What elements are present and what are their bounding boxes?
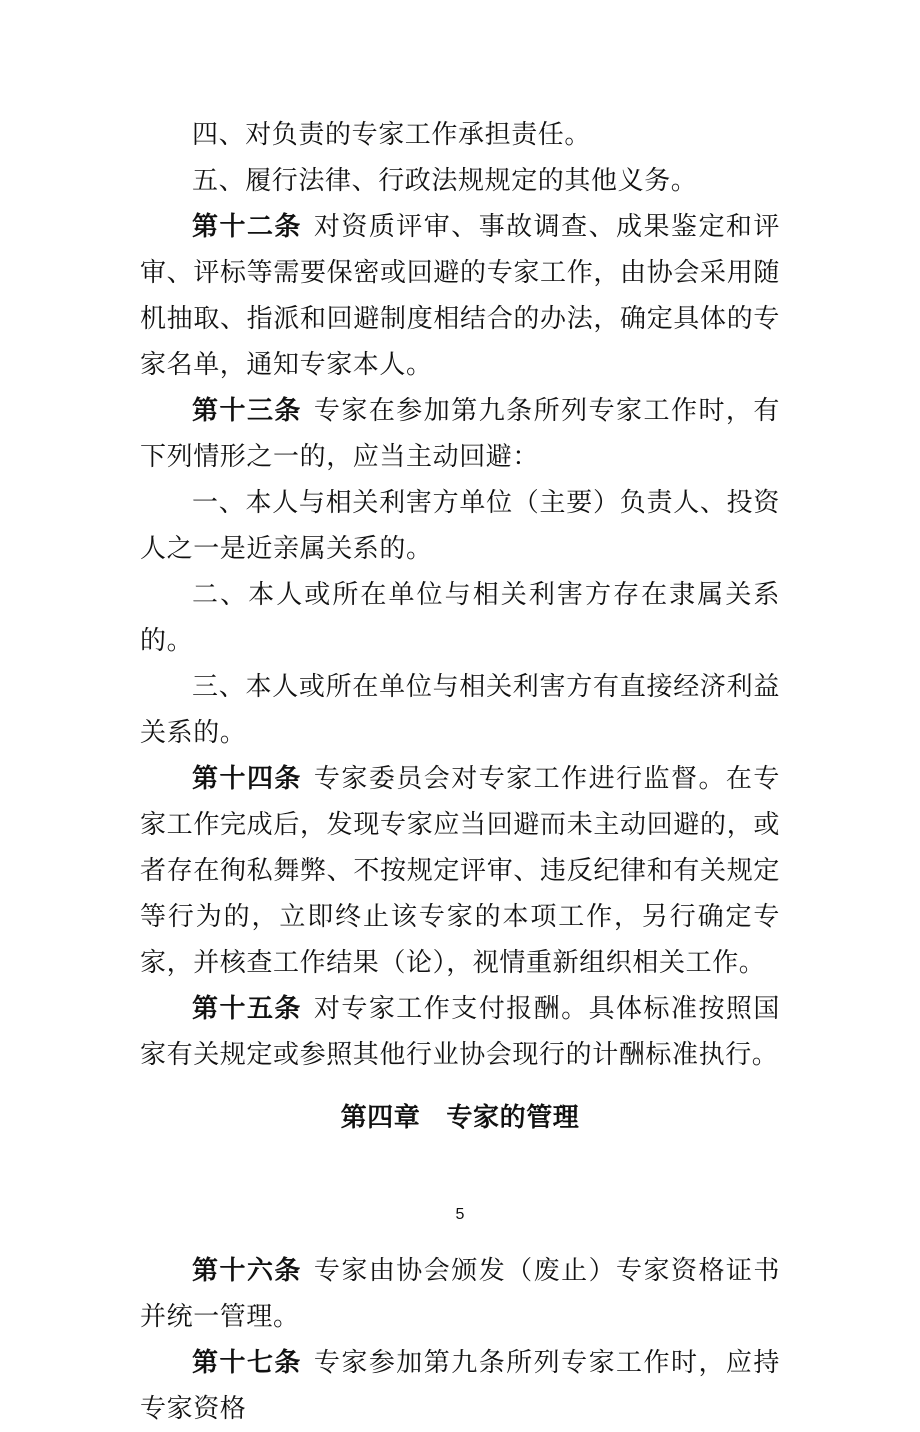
article-fourteen xyxy=(140,756,780,986)
article-text: 对资质评审、事故调查、成果鉴定和评审、评标等需要保密或回避的专家工作，由协会采用随机抽取、指派和回避制度相结合的办法，确定具体的专家名单，通知专家本人。 xyxy=(140,212,781,380)
paragraph-text: 五、履行法律、行政法规规定的其他义务。 xyxy=(192,166,698,196)
recusal-item-three xyxy=(140,664,780,756)
article-text: 专家参加第九条所列专家工作时，应持专家资格 xyxy=(140,1348,781,1424)
chapter-title: 专家的管理 xyxy=(446,1103,580,1133)
paragraph-text: 四、对负责的专家工作承担责任。 xyxy=(192,120,592,150)
recusal-item-two xyxy=(140,572,780,664)
article-number: 第十五条 xyxy=(192,994,302,1024)
page-number: 5 xyxy=(455,1206,465,1223)
article-number: 第十六条 xyxy=(192,1256,302,1286)
article-number: 第十四条 xyxy=(192,764,302,794)
article-fifteen xyxy=(140,986,780,1078)
article-thirteen xyxy=(140,388,780,480)
recusal-item-one xyxy=(140,480,780,572)
duty-item-five xyxy=(140,158,780,204)
article-text: 专家委员会对专家工作进行监督。在专家工作完成后，发现专家应当回避而未主动回避的，或者存在徇私舞弊、不按规定评审、违反纪律和有关规定等行为的，立即终止该专家的本项工作，另行确定专家，并核查工作结果（论），视情重新组织相关工作。 xyxy=(140,764,781,978)
article-sixteen xyxy=(140,1248,780,1340)
duty-item-four xyxy=(140,112,780,158)
article-number: 第十七条 xyxy=(192,1348,302,1378)
paragraph-text: 一、本人与相关利害方单位（主要）负责人、投资人之一是近亲属关系的。 xyxy=(140,488,780,564)
article-number: 第十二条 xyxy=(192,212,302,242)
article-number: 第十三条 xyxy=(192,396,302,426)
article-text: 对专家工作支付报酬。具体标准按照国家有关规定或参照其他行业协会现行的计酬标准执行。 xyxy=(140,994,781,1070)
paragraph-text: 三、本人或所在单位与相关利害方有直接经济利益关系的。 xyxy=(140,672,780,748)
document-body xyxy=(140,112,780,1432)
chapter-number: 第四章 xyxy=(340,1103,421,1133)
article-text: 专家在参加第九条所列专家工作时，有下列情形之一的，应当主动回避： xyxy=(140,396,781,472)
article-seventeen xyxy=(140,1340,780,1432)
paragraph-text: 二、本人或所在单位与相关利害方存在隶属关系的。 xyxy=(140,580,780,656)
article-twelve xyxy=(140,204,780,388)
article-text: 专家由协会颁发（废止）专家资格证书并统一管理。 xyxy=(140,1256,781,1332)
